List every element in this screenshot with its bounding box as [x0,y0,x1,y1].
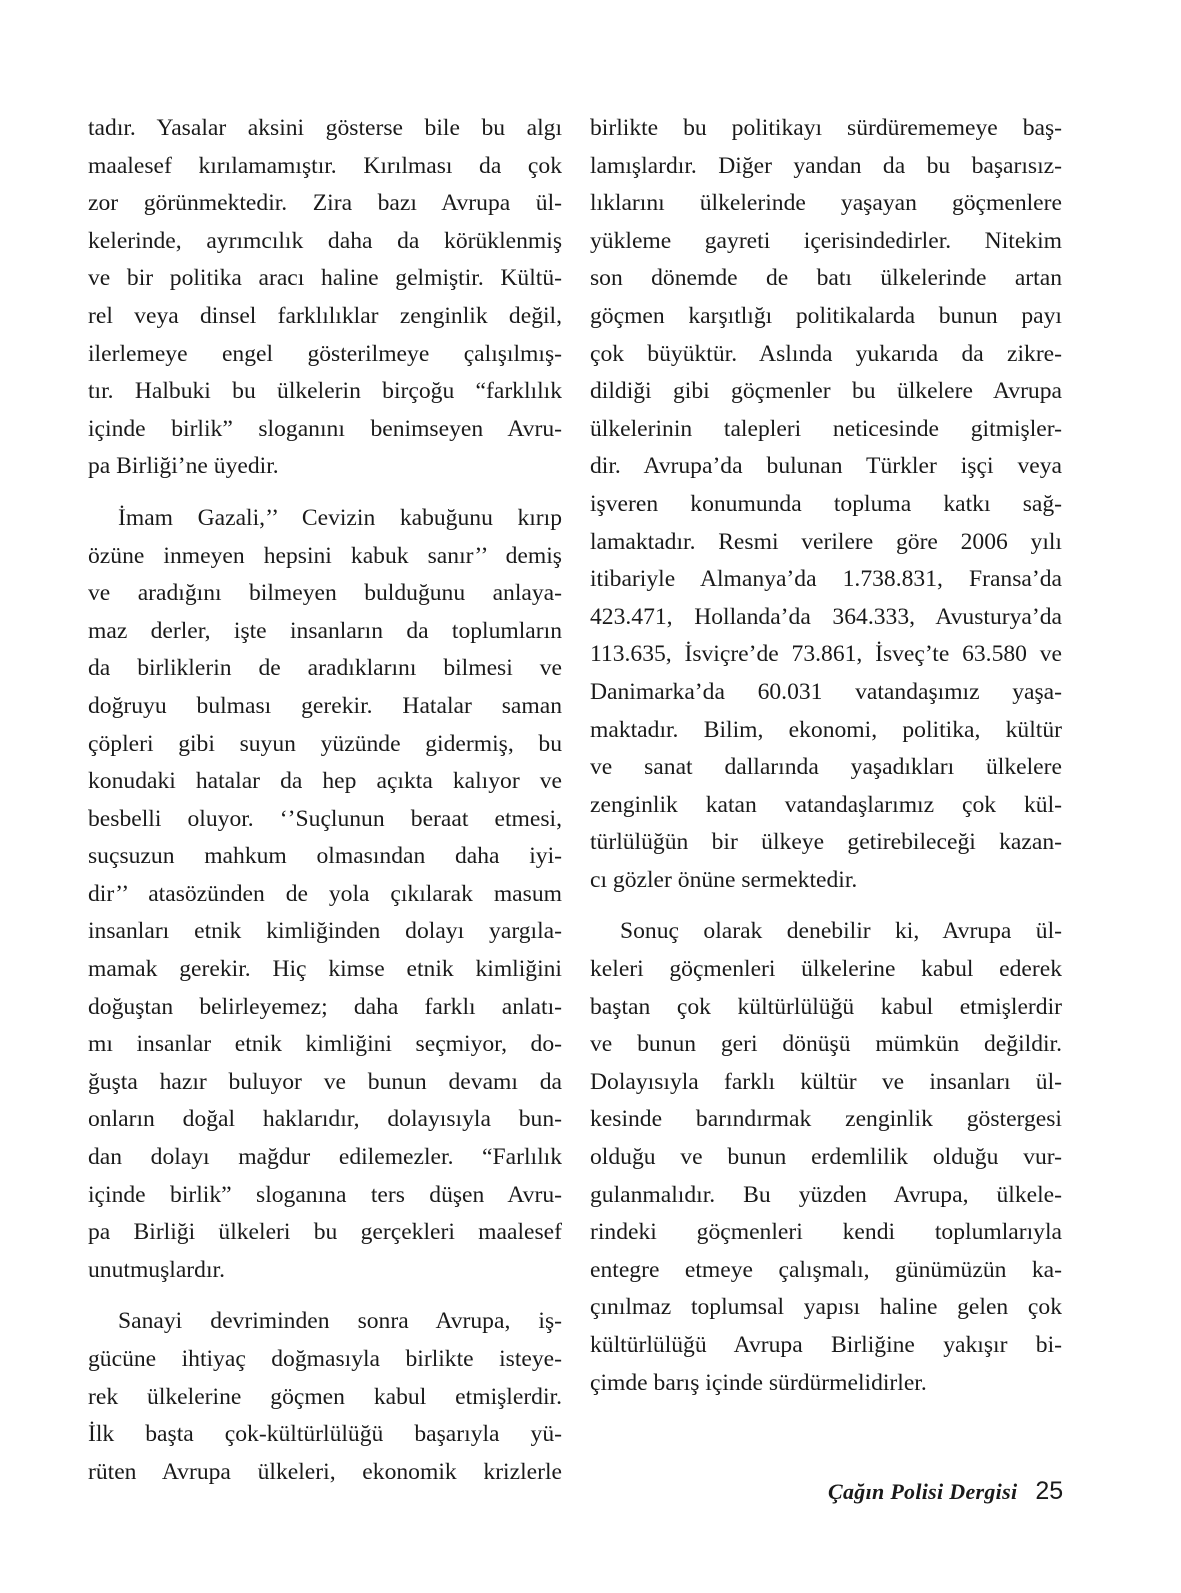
text-line: doğuştan belirleyemez; daha farklı anlatı- [88,993,562,1020]
text-line: tır. Halbuki bu ülkelerin birçoğu “farklılık [88,378,562,405]
text-line: onların doğal haklarıdır, dolayısıyla bun- [88,1106,562,1133]
text-line: olduğu ve bunun erdemlilik olduğu vur- [590,1144,1062,1171]
text-line: suçsuzun mahkum olmasından daha iyi- [88,843,562,870]
text-line: Danimarka’da 60.031 vatandaşımız yaşa- [590,678,1062,705]
text-line: cı gözler önüne sermektedir. [590,866,858,893]
text-line: yükleme gayreti içerisindedirler. Nitekim [590,227,1062,254]
text-line: tadır. Yasalar aksini gösterse bile bu algı [88,115,562,141]
text-line: ğuşta hazır buluyor ve bunun devamı da [88,1068,562,1095]
text-line: dir. Avrupa’da bulunan Türkler işçi veya [590,453,1062,480]
text-line: rüten Avrupa ülkeleri, ekonomik krizlerle [88,1458,562,1485]
text-line: rek ülkelerine göçmen kabul etmişlerdir. [88,1383,562,1410]
page-number: 25 [1035,1477,1064,1505]
text-line: lamışlardır. Diğer yandan da bu başarısız- [590,152,1062,179]
text-line: dir’’ atasözünden de yola çıkılarak masum [88,880,562,907]
text-line: rel veya dinsel farklılıklar zenginlik değil, [88,302,562,329]
text-line: lıklarını ülkelerinde yaşayan göçmenlere [590,190,1062,217]
text-line: keleri göçmenleri ülkelerine kabul ederek [590,956,1062,983]
journal-name: Çağın Polisi Dergisi [828,1479,1018,1504]
text-line: mı insanlar etnik kimliğini seçmiyor, do- [88,1031,562,1058]
text-line: işveren konumunda topluma katkı sağ- [590,490,1062,517]
text-line: kesinde barındırmak zenginlik göstergesi [590,1106,1062,1133]
text-line: ve bunun geri dönüşü mümkün değildir. [590,1031,1062,1058]
paragraph [88,110,562,486]
text-line: itibariyle Almanya’da 1.738.831, Fransa’da [590,566,1062,593]
text-line: maz derler, işte insanların da toplumların [88,617,562,644]
paragraph [590,110,1062,899]
text-line: türlülüğün bir ülkeye getirebileceği kazan- [590,829,1062,856]
text-line: İlk başta çok-kültürlülüğü başarıyla yü- [88,1421,562,1448]
left-column [88,110,562,1491]
text-line: ilerlemeye engel gösterilmeye çalışılmış- [88,340,562,367]
text-line: 113.635, İsviçre’de 73.861, İsveç’te 63.580 ve [590,641,1062,668]
paragraph [590,913,1062,1402]
text-line: dildiği gibi göçmenler bu ülkelere Avrupa [590,378,1062,405]
text-line: da birliklerin de aradıklarını bilmesi ve [88,655,562,682]
text-line: içinde birlik” sloganını benimseyen Avru- [88,415,562,442]
text-line: lamaktadır. Resmi verilere göre 2006 yılı [590,528,1062,555]
text-line: gücüne ihtiyaç doğmasıyla birlikte isteye- [88,1346,562,1372]
text-line: maktadır. Bilim, ekonomi, politika, kültür [590,716,1062,743]
text-line: son dönemde de batı ülkelerinde artan [590,265,1062,292]
right-column [590,110,1062,1402]
text-line: unutmuşlardır. [88,1256,225,1283]
text-line: mamak gerekir. Hiç kimse etnik kimliğini [88,956,562,983]
text-line: göçmen karşıtlığı politikalarda bunun payı [590,302,1062,329]
paragraph [88,1303,562,1491]
page-footer [828,1477,1063,1506]
text-line: özüne inmeyen hepsini kabuk sanır’’ demiş [88,542,562,569]
text-line: çimde barış içinde sürdürmelidirler. [590,1369,927,1396]
text-line: gulanmalıdır. Bu yüzden Avrupa, ülkele- [590,1181,1062,1208]
text-line: Sanayi devriminden sonra Avrupa, iş- [118,1308,562,1335]
text-line: ve sanat dallarında yaşadıkları ülkelere [590,754,1062,781]
text-line: çöpleri gibi suyun yüzünde gidermiş, bu [88,730,562,757]
text-line: İmam Gazali,’’ Cevizin kabuğunu kırıp [118,504,562,531]
text-line: dan dolayı mağdur edilemezler. “Farlılık [88,1144,562,1171]
text-line: pa Birliği’ne üyedir. [88,453,279,480]
text-line: baştan çok kültürlülüğü kabul etmişlerdir [590,993,1062,1020]
text-line: Sonuç olarak denebilir ki, Avrupa ül- [620,918,1062,945]
text-line: ve bir politika aracı haline gelmiştir. Kültü- [88,265,562,292]
text-line: kelerinde, ayrımcılık daha da körüklenmiş [88,227,562,254]
text-line: entegre etmeye çalışmalı, günümüzün ka- [590,1256,1062,1283]
text-line: içinde birlik” sloganına ters düşen Avru- [88,1181,562,1208]
text-line: rindeki göçmenleri kendi toplumlarıyla [590,1219,1062,1246]
text-line: çok büyüktür. Aslında yukarıda da zikre- [590,340,1062,367]
text-line: maalesef kırılamamıştır. Kırılması da çok [88,152,562,179]
paragraph [88,500,562,1289]
text-line: çınılmaz toplumsal yapısı haline gelen çok [590,1294,1062,1321]
text-line: pa Birliği ülkeleri bu gerçekleri maalesef [88,1219,562,1246]
text-line: zor görünmektedir. Zira bazı Avrupa ül- [88,190,562,217]
text-line: doğruyu bulması gerekir. Hatalar saman [88,692,562,719]
text-line: zenginlik katan vatandaşlarımız çok kül- [590,791,1062,818]
text-line: besbelli oluyor. ‘’Suçlunun beraat etmesi, [88,805,562,832]
text-line: insanları etnik kimliğinden dolayı yargıla- [88,918,562,945]
text-line: Dolayısıyla farklı kültür ve insanları ül- [590,1068,1062,1095]
text-line: ülkelerinin talepleri neticesinde gitmişler- [590,415,1062,442]
text-line: 423.471, Hollanda’da 364.333, Avusturya’da [590,603,1062,630]
text-line: birlikte bu politikayı sürdürememeye baş- [590,115,1062,141]
text-line: konudaki hatalar da hep açıkta kalıyor ve [88,768,562,795]
text-line: kültürlülüğü Avrupa Birliğine yakışır bi- [590,1332,1062,1358]
text-line: ve aradığını bilmeyen bulduğunu anlaya- [88,580,562,607]
